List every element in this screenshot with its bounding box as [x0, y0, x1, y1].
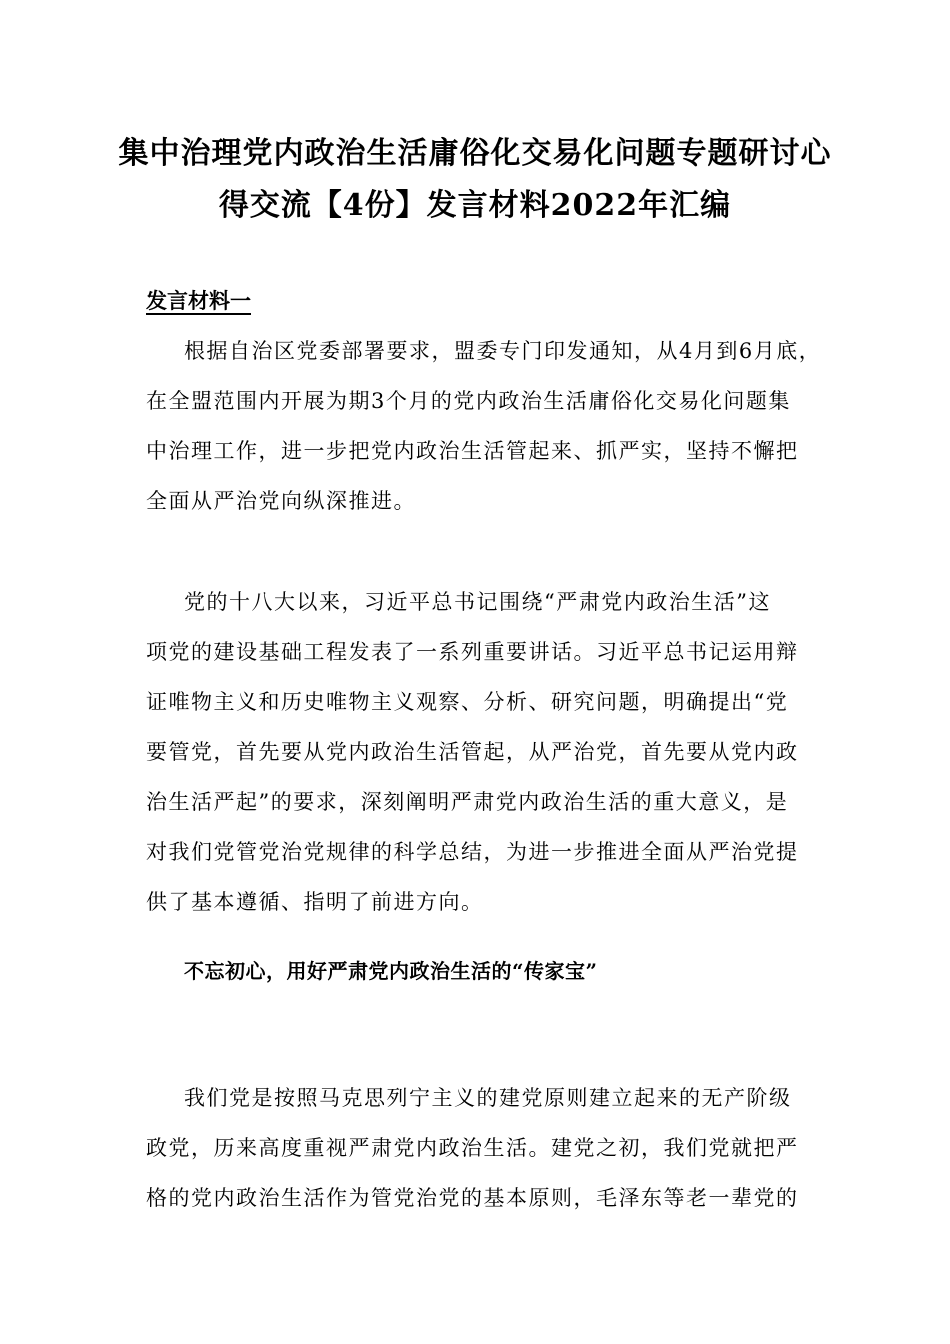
paragraph-1 [146, 326, 822, 526]
paragraph-line: 党的十八大以来，习近平总书记围绕“严肃党内政治生活”这 [184, 590, 771, 614]
paragraph-3 [146, 1073, 816, 1223]
title-line-2: 得交流【4份】发言材料2022年汇编 [218, 188, 732, 223]
paragraph-line: 中治理工作，进一步把党内政治生活管起来、抓严实，坚持不懈把 [146, 439, 799, 463]
paragraph-line: 证唯物主义和历史唯物主义观察、分析、研究问题，明确提出“党 [146, 690, 789, 714]
section-heading: 不忘初心，用好严肃党内政治生活的“传家宝” [184, 959, 598, 983]
paragraph-line: 治生活严起”的要求，深刻阐明严肃党内政治生活的重大意义，是 [146, 790, 789, 814]
document-title [100, 128, 850, 232]
section-label: 发言材料一 [146, 288, 251, 313]
paragraph-line: 在全盟范围内开展为期3个月的党内政治生活庸俗化交易化问题集 [146, 389, 791, 413]
paragraph-line: 全面从严治党向纵深推进。 [146, 489, 416, 513]
paragraph-line: 对我们党管党治党规律的科学总结，为进一步推进全面从严治党提 [146, 840, 799, 864]
title-line-1: 集中治理党内政治生活庸俗化交易化问题专题研讨心 [118, 136, 832, 171]
paragraph-line: 政党，历来高度重视严肃党内政治生活。建党之初，我们党就把严 [146, 1136, 799, 1160]
paragraph-line: 根据自治区党委部署要求，盟委专门印发通知，从4月到6月底， [184, 339, 822, 363]
paragraph-line: 要管党，首先要从党内政治生活管起，从严治党，首先要从党内政 [146, 740, 799, 764]
paragraph-line: 项党的建设基础工程发表了一系列重要讲话。习近平总书记运用辩 [146, 640, 799, 664]
paragraph-line: 供了基本遵循、指明了前进方向。 [146, 890, 484, 914]
paragraph-line: 我们党是按照马克思列宁主义的建党原则建立起来的无产阶级 [184, 1086, 792, 1110]
paragraph-line: 格的党内政治生活作为管党治党的基本原则，毛泽东等老一辈党的 [146, 1186, 799, 1210]
paragraph-2 [146, 577, 816, 927]
